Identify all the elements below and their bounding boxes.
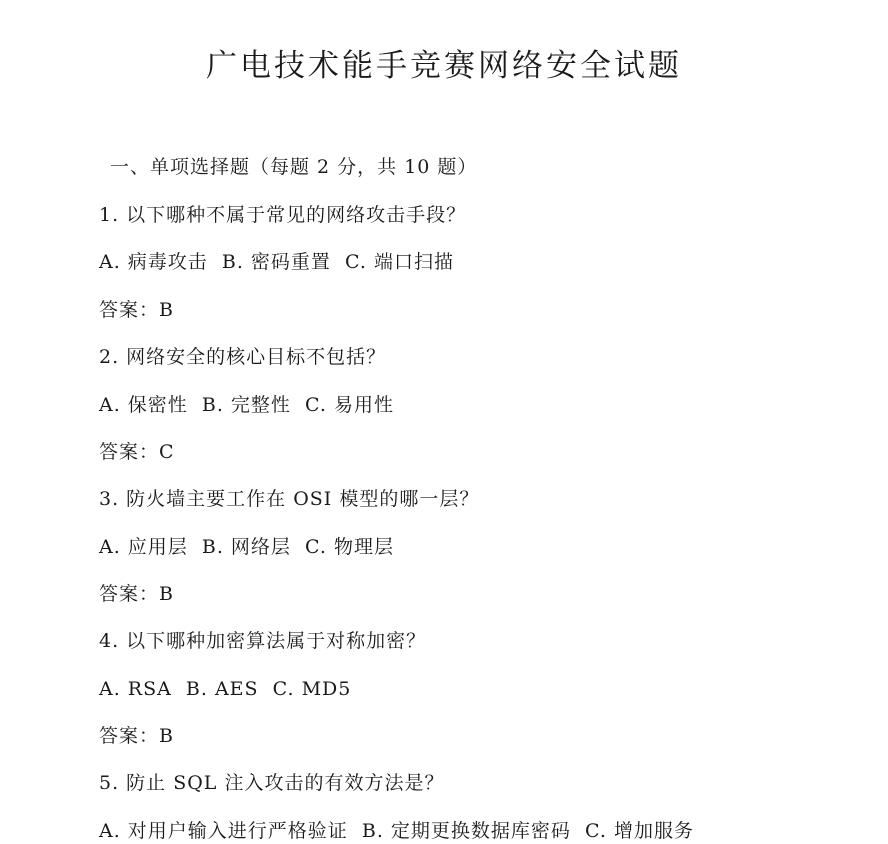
question-1-answer: 答案：B (99, 299, 174, 321)
question-2-text: 2. 网络安全的核心目标不包括？ (99, 346, 387, 368)
question-4-text: 4. 以下哪种加密算法属于对称加密？ (99, 630, 427, 652)
question-1-text: 1. 以下哪种不属于常见的网络攻击手段？ (99, 204, 467, 226)
document-title: 广电技术能手竞赛网络安全试题 (206, 48, 682, 84)
question-3-text: 3. 防火墙主要工作在 OSI 模型的哪一层？ (99, 488, 480, 510)
question-3-answer: 答案：B (99, 583, 174, 605)
question-1-options: A. 病毒攻击 B. 密码重置 C. 端口扫描 (99, 251, 454, 273)
section-heading: 一、单项选择题（每题 2 分，共 10 题） (110, 156, 478, 178)
question-2-options: A. 保密性 B. 完整性 C. 易用性 (99, 394, 394, 416)
question-4-answer: 答案：B (99, 725, 174, 747)
question-4-options: A. RSA B. AES C. MD5 (99, 678, 352, 700)
question-3-options: A. 应用层 B. 网络层 C. 物理层 (99, 536, 394, 558)
question-5-text: 5. 防止 SQL 注入攻击的有效方法是？ (99, 772, 445, 794)
question-2-answer: 答案：C (99, 441, 175, 463)
question-5-options: A. 对用户输入进行严格验证 B. 定期更换数据库密码 C. 增加服务 (99, 820, 694, 842)
